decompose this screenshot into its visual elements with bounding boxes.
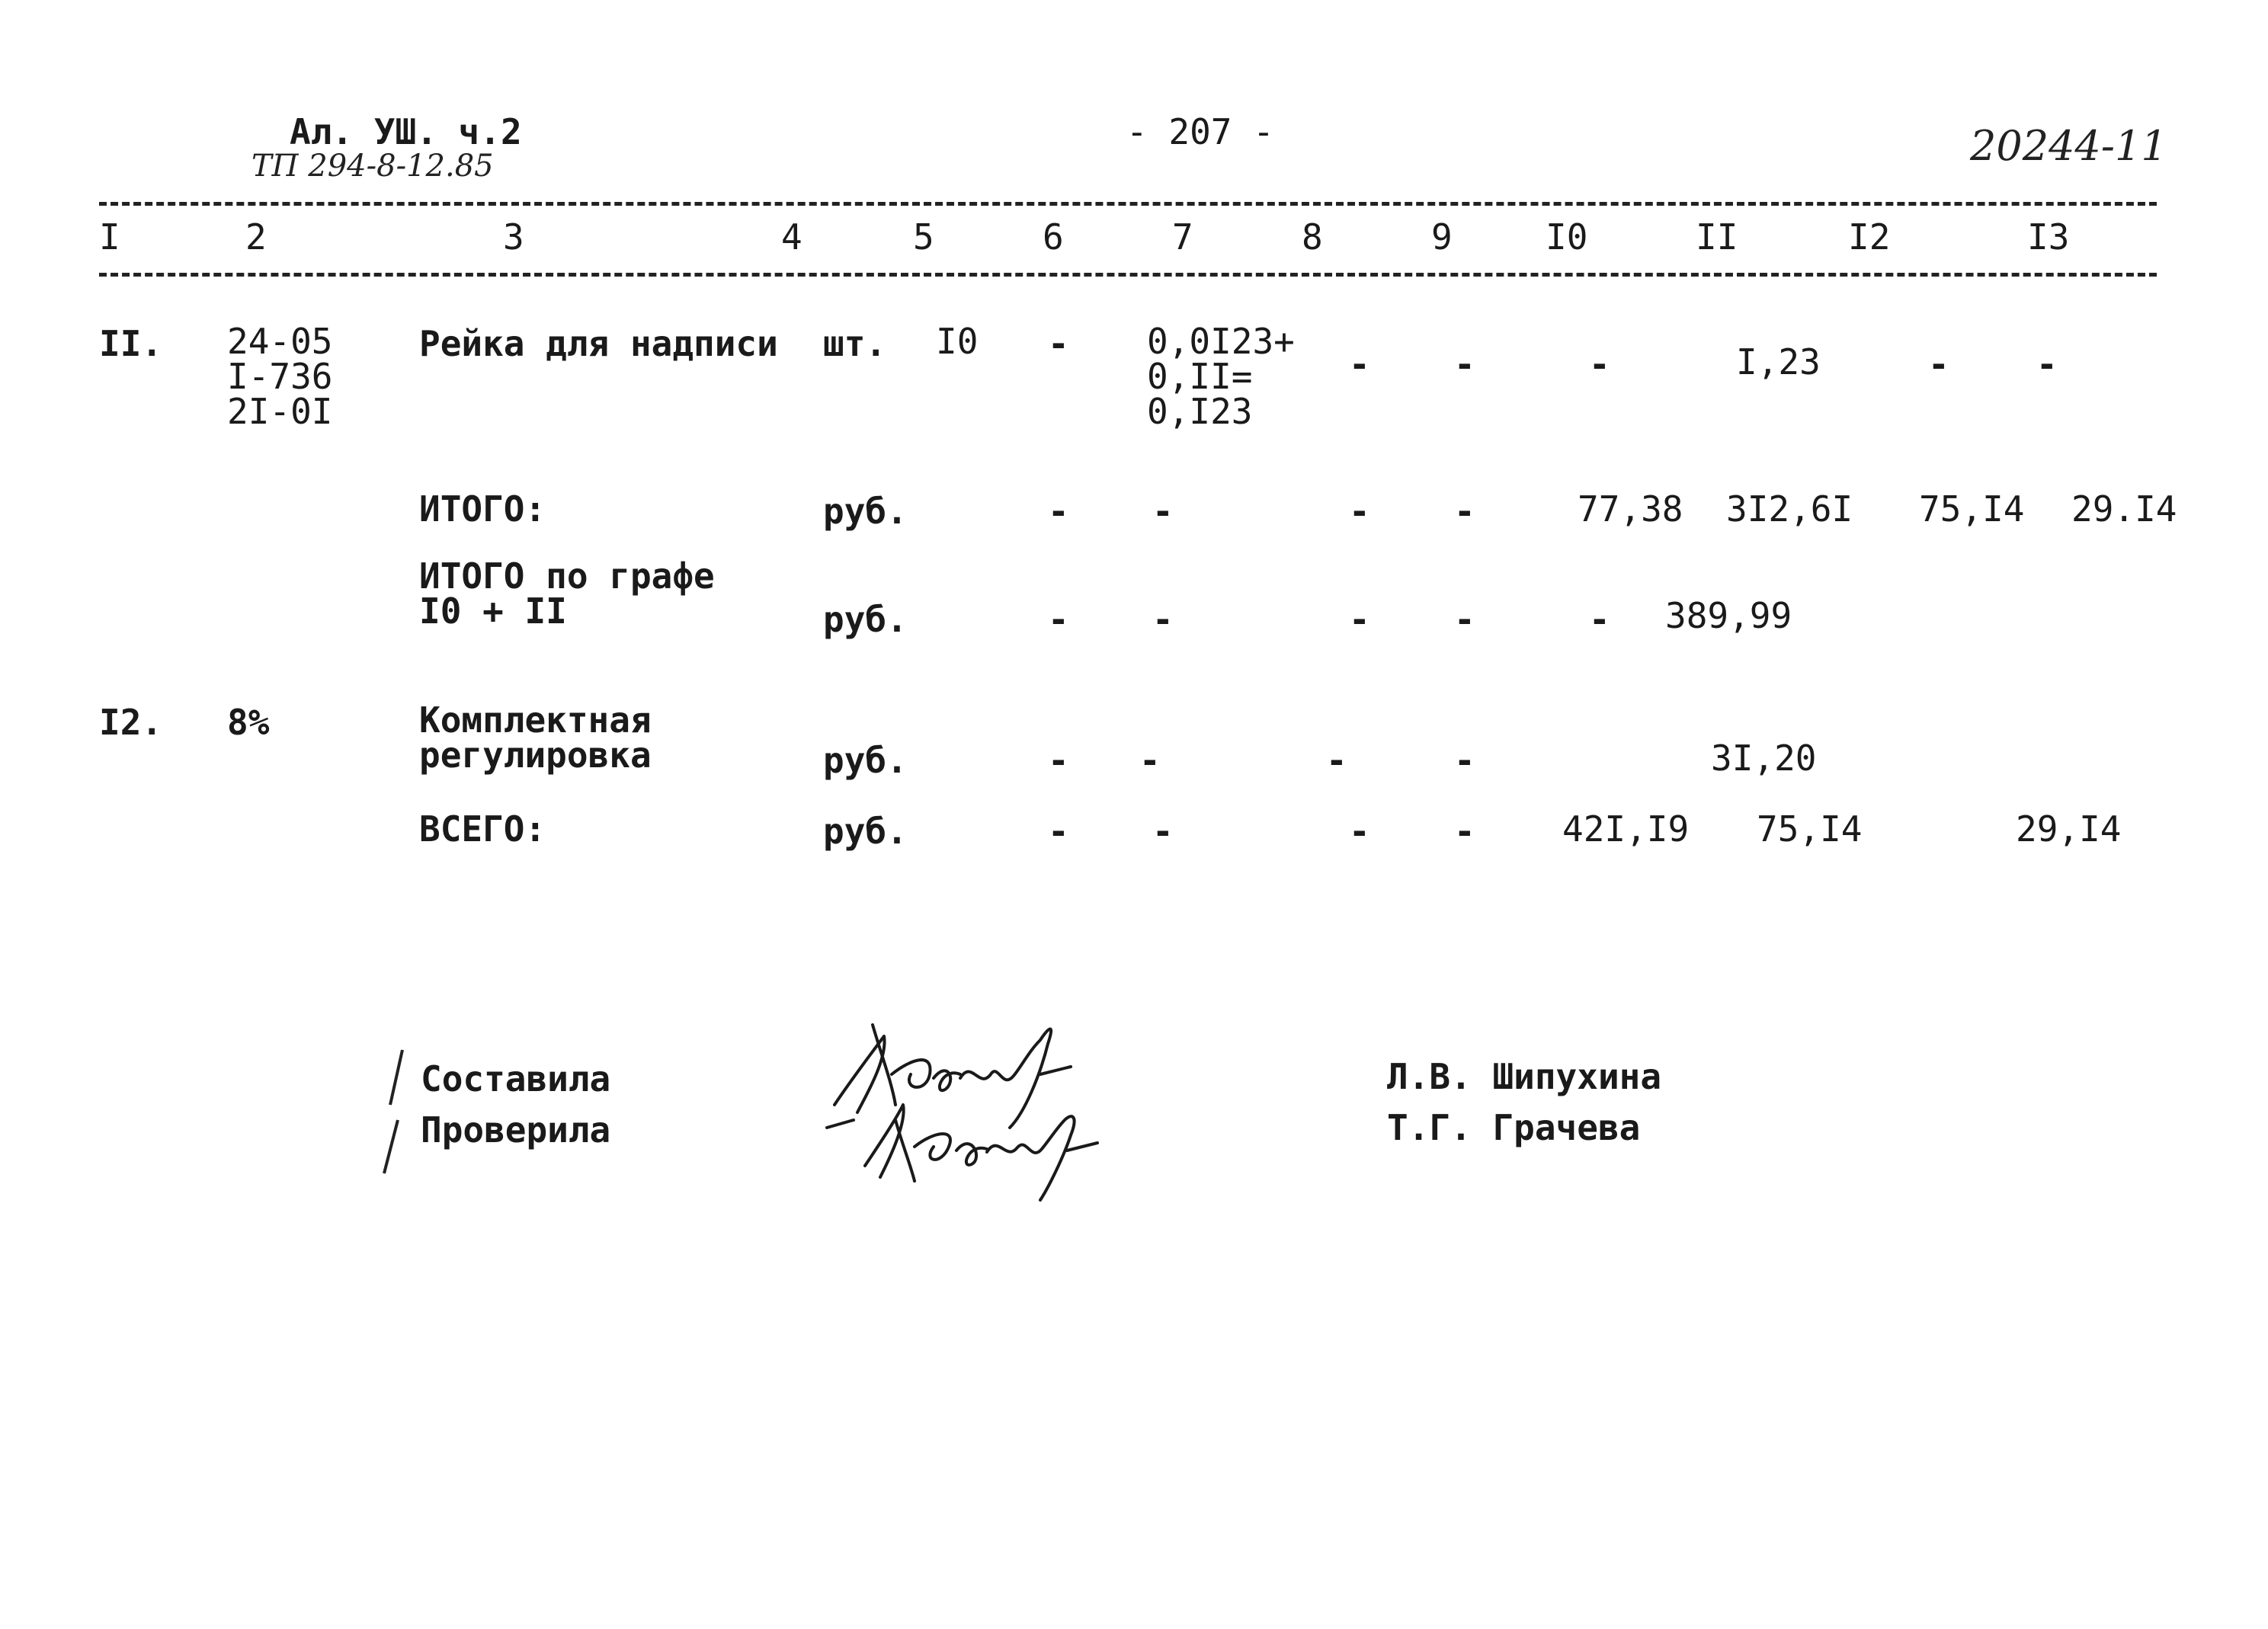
price-code-line: 2I-0I bbox=[227, 391, 333, 432]
column-header: 3 bbox=[503, 216, 524, 258]
cell-col13: 29.I4 bbox=[2071, 488, 2177, 530]
column-header: 5 bbox=[913, 216, 934, 258]
cell-col11: 3I,20 bbox=[1711, 738, 1817, 779]
cell-col9: - bbox=[1454, 740, 1475, 781]
column-header: I0 bbox=[1546, 216, 1588, 258]
column-header: I3 bbox=[2027, 216, 2070, 258]
document-number: 20244-11 bbox=[1970, 122, 2167, 170]
cell-col10: 42I,I9 bbox=[1562, 808, 1690, 850]
item-name bbox=[419, 699, 652, 776]
cell-col13: - bbox=[2036, 344, 2058, 385]
formula-line: 0,II= bbox=[1147, 356, 1253, 397]
column-header: 8 bbox=[1302, 216, 1323, 258]
handwritten-signature bbox=[819, 1006, 1177, 1204]
item-name: ВСЕГО: bbox=[419, 808, 546, 850]
checked-by-label: Проверила bbox=[421, 1109, 611, 1151]
cell-col6: - bbox=[1048, 491, 1069, 532]
compiled-by-label: Составила bbox=[421, 1058, 611, 1099]
cell-col9: - bbox=[1454, 491, 1475, 532]
cell-col6: - bbox=[1048, 323, 1069, 364]
cell-col7: - bbox=[1152, 599, 1174, 640]
unit: руб. bbox=[823, 811, 908, 852]
cell-col10: 77,38 bbox=[1578, 488, 1683, 530]
column-header: I bbox=[99, 216, 120, 258]
checked-by-name: Т.Г. Грачева bbox=[1387, 1107, 1641, 1148]
cell-col11: 389,99 bbox=[1665, 595, 1792, 636]
item-name-line: Комплектная bbox=[419, 699, 652, 741]
cell-col10: - bbox=[1589, 344, 1610, 385]
column-header: 4 bbox=[781, 216, 802, 258]
price-code-line: I-736 bbox=[227, 356, 333, 397]
page-number: - 207 - bbox=[1126, 111, 1274, 152]
unit: шт. bbox=[823, 323, 887, 364]
column-header: 7 bbox=[1172, 216, 1193, 258]
cell-col6: - bbox=[1048, 740, 1069, 781]
item-name-line: регулировка bbox=[419, 734, 652, 776]
cell-col8: - bbox=[1349, 491, 1370, 532]
column-header: 2 bbox=[245, 216, 267, 258]
item-name-line: ИТОГО по графе bbox=[419, 555, 715, 597]
price-code-line: 24-05 bbox=[227, 321, 333, 362]
cell-col9: - bbox=[1454, 344, 1475, 385]
unit: руб. bbox=[823, 740, 908, 781]
column-header: II bbox=[1696, 216, 1738, 258]
unit: руб. bbox=[823, 491, 908, 532]
item-name bbox=[419, 555, 715, 632]
cell-col8: - bbox=[1349, 599, 1370, 640]
row-number: II. bbox=[99, 323, 163, 364]
cell-col13: 29,I4 bbox=[2016, 808, 2122, 850]
price-code: 8% bbox=[227, 702, 270, 743]
formula-line: 0,0I23+ bbox=[1147, 321, 1295, 362]
cell-col6: - bbox=[1048, 599, 1069, 640]
cell-col8: - bbox=[1349, 811, 1370, 852]
column-header: 9 bbox=[1431, 216, 1453, 258]
cell-col9: - bbox=[1454, 599, 1475, 640]
bracket-mark bbox=[373, 1044, 419, 1181]
cell-col12: 75,I4 bbox=[1919, 488, 2025, 530]
cell-col6: - bbox=[1048, 811, 1069, 852]
formula-col7 bbox=[1147, 321, 1295, 432]
cell-col7: - bbox=[1139, 740, 1161, 781]
quantity: I0 bbox=[936, 321, 979, 362]
column-header: 6 bbox=[1043, 216, 1064, 258]
cell-col11: I,23 bbox=[1736, 341, 1821, 382]
item-name: Рейка для надписи bbox=[419, 323, 778, 364]
column-header: I2 bbox=[1848, 216, 1891, 258]
unit: руб. bbox=[823, 599, 908, 640]
price-code bbox=[227, 321, 333, 432]
compiled-by-name: Л.В. Шипухина bbox=[1387, 1056, 1662, 1097]
cell-col8: - bbox=[1326, 740, 1347, 781]
cell-col9: - bbox=[1454, 811, 1475, 852]
cell-col11: 3I2,6I bbox=[1726, 488, 1853, 530]
formula-line: 0,I23 bbox=[1147, 391, 1253, 432]
cell-col12: - bbox=[1928, 344, 1949, 385]
row-number: I2. bbox=[99, 702, 163, 743]
cell-col7: - bbox=[1152, 811, 1174, 852]
cell-col10: - bbox=[1589, 599, 1610, 640]
album-reference: Ал. УШ. ч.2 bbox=[290, 111, 522, 152]
tp-reference: ТП 294-8-12.85 bbox=[251, 149, 494, 184]
item-name: ИТОГО: bbox=[419, 488, 546, 530]
cell-col11: 75,I4 bbox=[1757, 808, 1863, 850]
item-name-line: I0 + II bbox=[419, 590, 567, 632]
cell-col7: - bbox=[1152, 491, 1174, 532]
header-rule-bottom bbox=[99, 273, 2157, 277]
cell-col8: - bbox=[1349, 344, 1370, 385]
header-rule-top bbox=[99, 202, 2157, 206]
